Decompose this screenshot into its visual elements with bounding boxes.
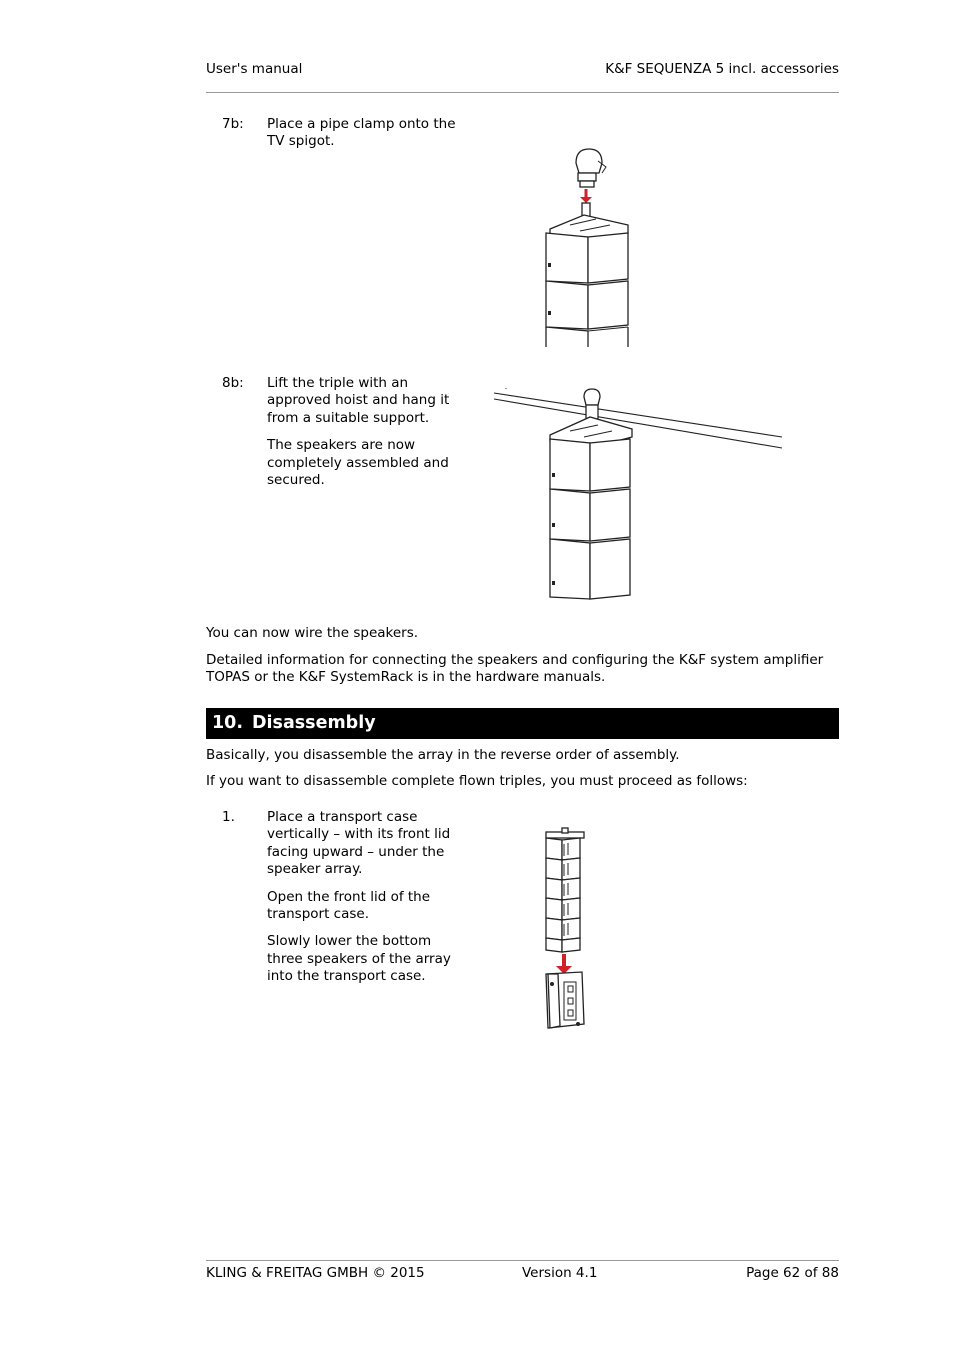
- header-right: K&F SEQUENZA 5 incl. accessories: [605, 61, 839, 77]
- step-8b-paragraph-2: The speakers are now completely assembled and secured.: [267, 437, 449, 489]
- step-8b-text: [267, 375, 467, 499]
- section-paragraph-1: Basically, you disassemble the array in the reverse order of assembly.: [206, 747, 680, 763]
- step-7b-text: [267, 116, 467, 161]
- step-8b-paragraph-1: Lift the triple with an approved hoist and hang it from a suitable support.: [267, 375, 450, 426]
- footer-center: Version 4.1: [522, 1265, 598, 1281]
- footer-left: KLING & FREITAG GMBH © 2015: [206, 1265, 425, 1281]
- section-number: 10.: [212, 713, 244, 733]
- disassembly-step-1-paragraph-2: Open the front lid of the transport case.: [267, 888, 431, 923]
- disassembly-step-1-text: [267, 809, 459, 996]
- footer-right: Page 62 of 88: [746, 1265, 839, 1281]
- section-title: Disassembly: [252, 713, 376, 733]
- section-heading: [206, 708, 839, 739]
- section-paragraph-2: If you want to disassemble complete flown triples, you must proceed as follows:: [206, 773, 748, 789]
- pipe-clamp-illustration: [540, 145, 640, 347]
- header-rule: [206, 92, 839, 93]
- step-8b-number: 8b:: [222, 375, 244, 391]
- step-7b-paragraph: Place a pipe clamp onto the TV spigot.: [267, 116, 456, 150]
- disassembly-step-1-paragraph-3: Slowly lower the bottom three speakers of the array into the transport case.: [267, 933, 451, 985]
- disassembly-step-1-number: 1.: [222, 809, 235, 825]
- disassembly-step-1-paragraph-1: Place a transport case vertically – with its front lid facing upward – under the speaker array.: [267, 809, 451, 878]
- header-left: User's manual: [206, 61, 303, 77]
- body-paragraph-1: You can now wire the speakers.: [206, 625, 419, 641]
- transport-case-illustration: [542, 828, 592, 1033]
- step-7b-number: 7b:: [222, 116, 244, 132]
- footer-rule: [206, 1260, 839, 1261]
- hoist-illustration: [494, 385, 784, 603]
- body-paragraph-2: Detailed information for connecting the speakers and configuring the K&F system amplifier TOPAS or the K&F SystemRack is in the hardware manuals.: [206, 652, 824, 686]
